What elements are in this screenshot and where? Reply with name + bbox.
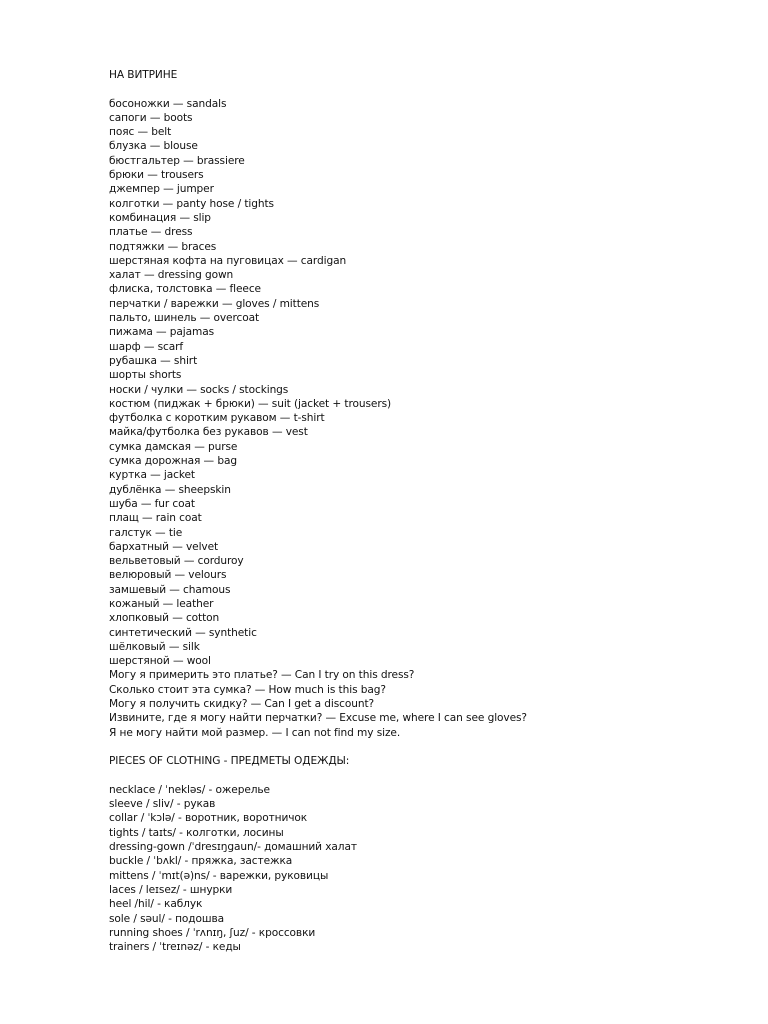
vocabulary-line: замшевый — chamous — [109, 583, 231, 596]
vocabulary-line: блузка — blouse — [109, 140, 198, 153]
section-title-pieces-of-clothing: PIECES OF CLOTHING - ПРЕДМЕТЫ ОДЕЖДЫ: — [109, 755, 350, 768]
vocabulary-line: бархатный — velvet — [109, 540, 219, 553]
vocabulary-line: tights / taɪts/ - колготки, лосины — [109, 826, 284, 839]
section-showcase — [109, 68, 749, 754]
vocabulary-line: sole / səul/ - подошва — [109, 912, 225, 925]
vocabulary-line: heel /hil/ - каблук — [109, 898, 203, 911]
vocabulary-line: пальто, шинель — overcoat — [109, 312, 260, 325]
vocabulary-line: футболка с коротким рукавом — t-shirt — [109, 412, 325, 425]
vocabulary-line: Могу я получить скидку? — Can I get a discount? — [109, 698, 375, 711]
vocabulary-line: шерстяная кофта на пуговицах — cardigan — [109, 254, 347, 267]
vocabulary-line: дублёнка — sheepskin — [109, 483, 231, 496]
vocabulary-line: рубашка — shirt — [109, 354, 198, 367]
vocabulary-line: laces / leɪsez/ - шнурки — [109, 883, 233, 896]
vocabulary-line: куртка — jacket — [109, 469, 195, 482]
vocabulary-line: джемпер — jumper — [109, 183, 214, 196]
vocabulary-line: Могу я примерить это платье? — Can I try on this dress? — [109, 669, 415, 682]
vocabulary-line: платье — dress — [109, 226, 193, 239]
vocabulary-line: халат — dressing gown — [109, 269, 234, 282]
blank-line — [109, 740, 749, 754]
vocabulary-line: Сколько стоит эта сумка? — How much is this bag? — [109, 683, 386, 696]
vocabulary-line: подтяжки — braces — [109, 240, 217, 253]
vocabulary-line: майка/футболка без рукавов — vest — [109, 426, 308, 439]
vocabulary-line: dressing-gown /ˈdresɪŋgaun/- домашний халат — [109, 841, 357, 854]
document-content — [109, 68, 749, 954]
vocabulary-line: running shoes / ˈrʌnɪŋ, ʃuz/ - кроссовки — [109, 926, 316, 939]
vocabulary-line: sleeve / sliv/ - рукав — [109, 798, 216, 811]
section-title-showcase: НА ВИТРИНЕ — [109, 69, 178, 81]
vocabulary-line: комбинация — slip — [109, 211, 211, 224]
vocabulary-line: сумка дамская — purse — [109, 440, 238, 453]
vocabulary-line: collar / ˈkɔlə/ - воротник, воротничок — [109, 812, 308, 825]
vocabulary-line: Я не могу найти мой размер. — I can not find my size. — [109, 726, 401, 739]
vocabulary-line: mittens / ˈmɪt(ə)ns/ - варежки, руковицы — [109, 869, 329, 882]
vocabulary-line: велюровый — velours — [109, 569, 227, 582]
vocabulary-line: сумка дорожная — bag — [109, 455, 237, 468]
vocabulary-line: шарф — scarf — [109, 340, 184, 353]
vocabulary-line: носки / чулки — socks / stockings — [109, 383, 289, 396]
section-pieces-of-clothing — [109, 754, 749, 954]
vocabulary-line: босоножки — sandals — [109, 97, 227, 110]
vocabulary-line: плащ — rain coat — [109, 512, 202, 525]
vocabulary-line: вельветовый — corduroy — [109, 555, 244, 568]
blank-line — [109, 769, 749, 783]
vocabulary-line: шерстяной — wool — [109, 655, 211, 668]
vocabulary-line: галстук — tie — [109, 526, 183, 539]
vocabulary-line: trainers / ˈtreɪnəz/ - кеды — [109, 941, 241, 954]
vocabulary-line: сапоги — boots — [109, 111, 193, 124]
vocabulary-line: флиска, толстовка — fleece — [109, 283, 261, 296]
vocabulary-line: пояс — belt — [109, 126, 172, 139]
vocabulary-line: брюки — trousers — [109, 169, 204, 182]
vocabulary-line: шуба — fur coat — [109, 497, 195, 510]
vocabulary-line: костюм (пиджак + брюки) — suit (jacket + trousers) — [109, 397, 392, 410]
vocabulary-line: перчатки / варежки — gloves / mittens — [109, 297, 320, 310]
vocabulary-line: синтетический — synthetic — [109, 626, 257, 639]
blank-line — [109, 82, 749, 96]
vocabulary-line: buckle / ˈbʌkl/ - пряжка, застежка — [109, 855, 293, 868]
vocabulary-line: хлопковый — cotton — [109, 612, 220, 625]
vocabulary-list-showcase — [109, 97, 749, 740]
vocabulary-line: necklace / ˈnekləs/ - ожерелье — [109, 783, 270, 796]
vocabulary-line: шёлковый — silk — [109, 640, 200, 653]
vocabulary-list-pieces-of-clothing — [109, 783, 749, 955]
vocabulary-line: бюстгальтер — brassiere — [109, 154, 245, 167]
vocabulary-line: шорты shorts — [109, 369, 182, 382]
vocabulary-line: Извините, где я могу найти перчатки? — Excuse me, where I can see gloves? — [109, 712, 527, 725]
vocabulary-line: кожаный — leather — [109, 597, 214, 610]
vocabulary-line: колготки — panty hose / tights — [109, 197, 274, 210]
vocabulary-line: пижама — pajamas — [109, 326, 215, 339]
